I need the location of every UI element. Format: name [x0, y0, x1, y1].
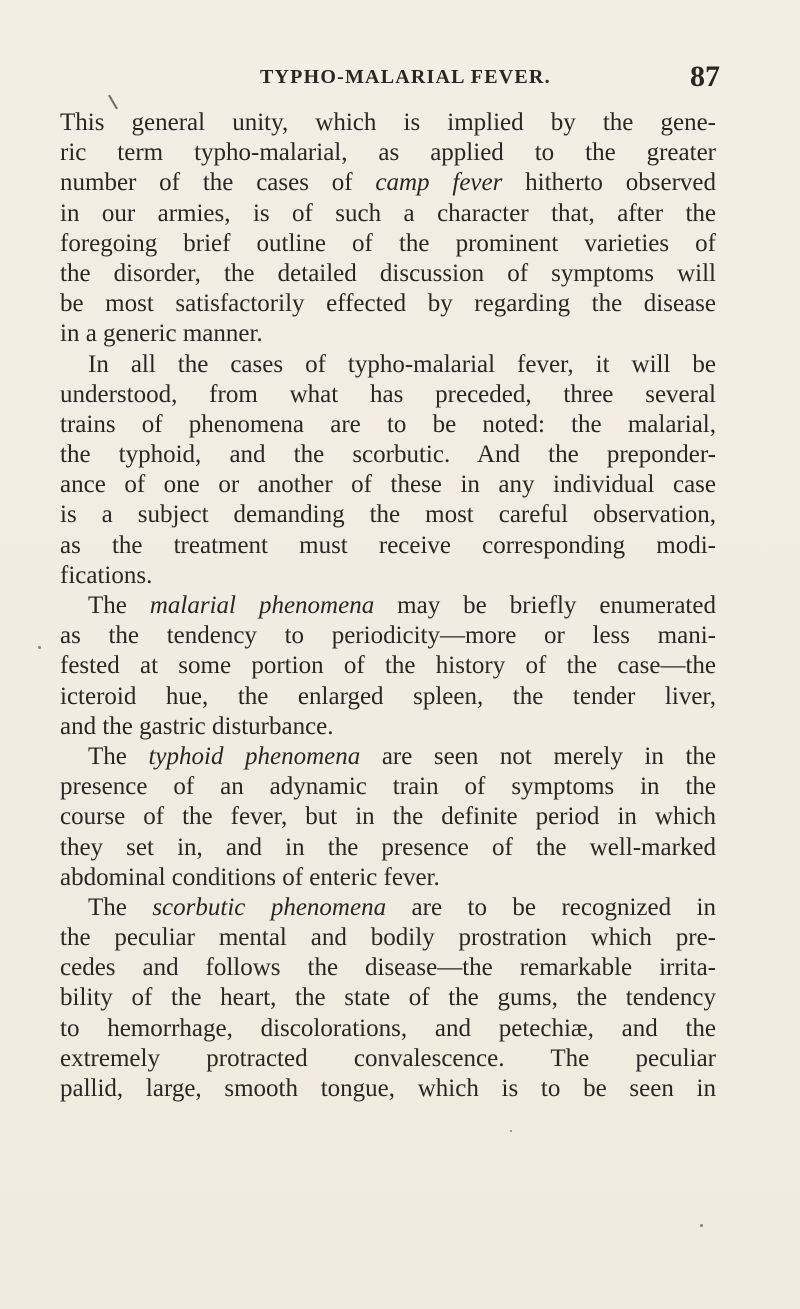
- page-header: [60, 60, 720, 100]
- text-line: [60, 833, 716, 863]
- text-line: [60, 500, 716, 530]
- text-run: presence of an adynamic train of symptoms in the: [60, 773, 716, 801]
- text-line: [60, 712, 716, 742]
- page-number: 87: [690, 60, 720, 93]
- text-line: [60, 682, 716, 712]
- text-line: [60, 561, 716, 591]
- text-run: course of the fever, but in the definite period in which: [60, 803, 716, 831]
- text-run: The: [88, 592, 150, 619]
- italic-term: malarial phenomena: [149, 592, 375, 619]
- text-run: The: [88, 742, 149, 770]
- body-text: [60, 108, 716, 1104]
- text-run: pallid, large, smooth tongue, which is to be seen in: [60, 1075, 716, 1102]
- text-run: the typhoid, and the scorbutic. And the preponder-: [60, 441, 716, 469]
- text-run: may be briefly enumerated: [374, 592, 716, 619]
- text-run: The: [88, 893, 153, 921]
- text-run: are to be recognized in: [386, 893, 716, 921]
- text-line: [60, 259, 716, 289]
- text-run: are seen not merely in the: [360, 742, 716, 770]
- text-run: the peculiar mental and bodily prostration which pre-: [60, 924, 716, 952]
- text-run: This general unity, which is implied by the gene-: [60, 109, 716, 136]
- text-run: bility of the heart, the state of the gums, the tendency: [60, 984, 716, 1012]
- text-run: in our armies, is of such a character that, after the: [60, 199, 716, 227]
- text-run: hitherto observed: [502, 169, 716, 197]
- text-line: [60, 168, 716, 198]
- text-run: the disorder, the detailed discussion of symptoms will: [60, 259, 716, 287]
- italic-term: camp fever: [375, 169, 503, 197]
- text-run: be most satisfactorily effected by regarding the disease: [60, 290, 716, 318]
- italic-term: scorbutic phenomena: [152, 893, 387, 921]
- text-line: [60, 289, 716, 319]
- italic-term: typhoid phenomena: [148, 742, 361, 770]
- text-run: ric term typho-malarial, as applied to the greater: [60, 139, 716, 167]
- text-line: [60, 470, 716, 500]
- text-run: and the gastric disturbance.: [60, 712, 334, 740]
- text-line: [60, 923, 716, 953]
- text-run: cedes and follows the disease—the remarkable irrita-: [60, 954, 716, 982]
- text-line: [60, 591, 716, 621]
- text-run: foregoing brief outline of the prominent varieties of: [60, 229, 716, 257]
- text-run: abdominal conditions of enteric fever.: [60, 863, 440, 891]
- text-line: [60, 863, 716, 893]
- text-run: understood, from what has preceded, three several: [60, 380, 716, 408]
- text-run: to hemorrhage, discolorations, and petechiæ, and the: [60, 1014, 716, 1042]
- text-run: fications.: [60, 561, 153, 589]
- text-line: [60, 380, 716, 410]
- paper-speck: [38, 646, 41, 649]
- text-run: they set in, and in the presence of the well-marked: [60, 833, 716, 861]
- running-head: TYPHO-MALARIAL FEVER.: [260, 66, 551, 88]
- text-line: [60, 410, 716, 440]
- text-line: [60, 772, 716, 802]
- text-line: [60, 199, 716, 229]
- text-line: [60, 350, 716, 380]
- text-line: [60, 983, 716, 1013]
- text-line: [60, 138, 716, 168]
- text-line: [60, 742, 716, 772]
- text-line: [60, 651, 716, 681]
- text-run: ance of one or another of these in any individual case: [60, 471, 716, 499]
- text-line: [60, 1044, 716, 1074]
- text-line: [60, 531, 716, 561]
- text-run: In all the cases of typho-malarial fever, it will be: [88, 350, 716, 378]
- paper-speck: [510, 1130, 512, 1132]
- text-line: [60, 440, 716, 470]
- text-line: [60, 229, 716, 259]
- text-run: as the treatment must receive corresponding modi-: [60, 531, 716, 559]
- text-run: icteroid hue, the enlarged spleen, the tender liver,: [60, 682, 716, 710]
- text-line: [60, 953, 716, 983]
- text-run: as the tendency to periodicity—more or less mani-: [60, 622, 716, 650]
- text-run: number of the cases of: [60, 169, 376, 197]
- text-run: extremely protracted convalescence. The peculiar: [60, 1044, 716, 1072]
- text-line: [60, 108, 716, 138]
- text-run: in a generic manner.: [60, 320, 263, 348]
- text-line: [60, 1014, 716, 1044]
- text-run: trains of phenomena are to be noted: the malarial,: [60, 410, 716, 438]
- text-run: is a subject demanding the most careful observation,: [60, 501, 716, 529]
- paper-speck: [700, 1224, 703, 1227]
- text-line: [60, 802, 716, 832]
- text-line: [60, 1074, 716, 1104]
- text-run: fested at some portion of the history of the case—the: [60, 652, 716, 680]
- text-line: [60, 621, 716, 651]
- text-line: [60, 893, 716, 923]
- text-line: [60, 319, 716, 349]
